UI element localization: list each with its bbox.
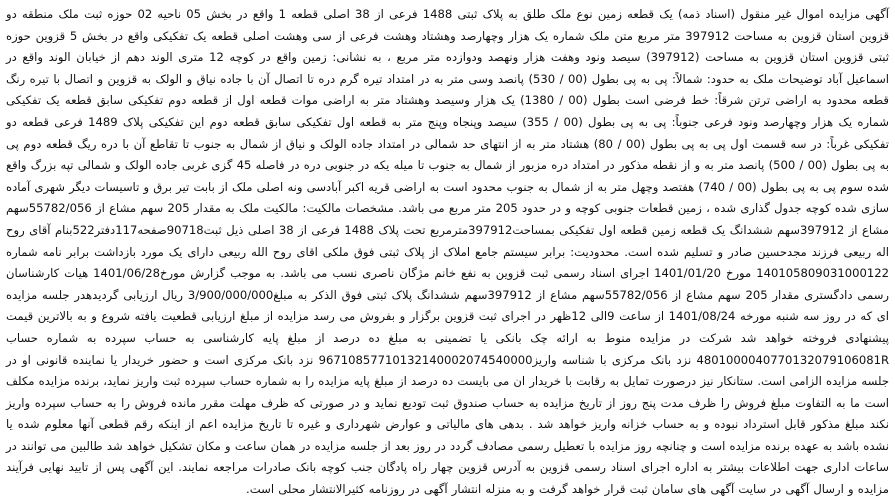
auction-notice-text: آگهی مزایده اموال غیر منقول (اسناد ذمه) یک قطعه زمین نوع ملک طلق به پلاک ثبتی 1488 فرعی از 38 اصلی قطعه 1 واقع در بخش 05 ناحیه 02 حوزه ثبت ملک منطقه دو قزوین استان قزوین به مساحت 397912 متر مربع متن ملک شماره یک هزار وچهارصد وهشتاد وهشت فرعی از سی وهشت اصلی قطعه یک تفکیکی واقع در بخش 5 قزوین حوزه ثبتی قزوین استان قزوین به مساحت (397912) سیصد ونود وهفت هزار ونهصد ودوازده متر مربع ، به نشانی: زمین واقع در کوچه 12 متری الوند دهم از خیابان الوند واقع در اسماعیل آباد توضیحات ملک به حدود: شمالاً: پی به پی بطول (00 / 530) پانصد وسی متر به در امتداد تیره گرم دره تا اتصال آن با جاده نیاق و الولک به قزوین و اتصال با تیره رنگ قطعه محدود به اراضی ترتن شرقاً: خط فرضی است بطول (00 / 1380) یک هزار وسیصد وهشتاد متر به اراضی موات قطعه اول از قطعه دوم تفکیکی سابق قطعه یک تفکیکی شماره یک هزار وچهارصد ونود فرعی جنوباً: پی به پی بطول (00 / 355) سیصد وپنجاه وپنج متر به قطعه اول تفکیکی سابق قطعه دوم این تفکیکی پلاک 1489 فرعی قطعه دو تفکیکی غرباً: در سه قسمت اول پی به پی بطول (00 / 80) هشتاد متر به از انتهای حد شمالی در امتداد جاده الولک و نیاق از شمال به جنوب تا تقاطع آن با دره ریگ قطعه دوم پی به پی بطول (00 / 500) پانصد متر به و از نقطه مذکور در امتداد دره مزبور از شمال به جنوب تا میله یکه در جنوبی دره در فاصله 45 گزی غربی جاده الولک و شمالی تپه بزرگ واقع شده سوم پی به پی بطول (00 / 740) هفتصد وچهل متر به از شمال به جنوب محدود است به اراضی قریه اکبر آبادسی ونه اصلی ملک از بابت تیر برق و تاسیسات دیگر شهری آماده سازی شده کوچه جدول گذاری شده ، زمین قطعات جنوبی کوچه و در حدود 205 متر مربع می باشد. مشخصات مالکیت: مالکیت ملک به مقدار 205 سهم مشاع از 55782/056سهم مشاع از 397912سهم ششدانگ یک قطعه زمین قطعه اول تفکیکی بمساحت397912مترمربع تحت پلاک 1488 فرعی از 38 اصلی ذیل ثبت90718صفحه117دفتر522بنام آقای روح اله ربیعی فرزند مجدحسین صادر و تسلیم شده است. محدودیت: برابر سیستم جامع املاک از پلاک ثبتی فوق ملکی اقای روح الله ربیعی دارای یک مورد بازداشت برابر نامه شماره 140105809031000122 مورخ 1401/01/20 اجرای اسناد رسمی ثبت قزوین به نفع خانم مژگان ناصری نسب می باشد. به موجب گزارش مورخ1401/06/28 هیات کارشناسان رسمی دادگستری مقدار 205 سهم مشاع از 55782/056سهم مشاع از 397912سهم ششدانگ پلاک ثبتی فوق الذکر به مبلغ3/900/000/000 ریال ارزیابی گردیدهدر جلسه مزایده ای که در روز سه شنبه مورخه 1401/08/24 از ساعت 9الی 12ظهر در اجرای ثبت قزوین برگزار و بفروش می رسد مزایده از مبلغ ارزیابی قطعیت یافته شروع و به بالاترین قیمت پیشنهادی فروخته خواهد شد شرکت در مزایده منوط به ارائه چک بانکی یا تضمینی به مبلغ ده درصد از مبلغ پایه کارشناسی به حساب سپرده به شماره حساب 4801000040770132079106081R نزد بانک مرکزی با شناسه واریز96710857710132140002074540000 نزد بانک مرکزی است و حضور خریدار یا نماینده قانونی او در جلسه مزایده الزامی است. ستانکار نیز درصورت تمایل به رقابت با خریدار ان می بایست ده درصد از مبلغ پایه مزایده را به شماره حساب سپرده ثبت واریز نماید، برنده مزایده مکلف است ما به التفاوت مبلغ فروش را ظرف مدت پنج روز از تاریخ مزایده به حساب صندوق ثبت تودیع نماید و در صورتی که ظرف مهلت مقرر مانده فروش را به حساب سپرده واریز نکند مبلغ مذکور قابل استرداد نبوده و به حساب خزانه واریز خواهد شد . بدهی های مالیاتی و عوارض شهرداری و غیره تا تاریخ مزایده اعم از اینکه رقم قطعی آنها معلوم شده یا نشده باشد به عهده برنده مزایده است و چنانچه روز مزایده با تعطیل رسمی مصادف گردد در روز بعد از جلسه مزایده در همان ساعت و مکان تشکیل خواهد شد طالبین می توانند در ساعات اداری جهت اطلاعات بیشتر به اداره اجرای اسناد رسمی قزوین به آدرس قزوین چهار راه پادگان جنب کوچه بانک صادرات مراجعه نمایند. این آگهی پس از تایید نهایی فرآیند مزایده و ارسال آگهی در سایت آگهی های سامان ثبت قرار خواهد گرفت و به منزله انتشار آگهی در روزنامه کثیرالانتشار محلی است. [6,7,890,497]
